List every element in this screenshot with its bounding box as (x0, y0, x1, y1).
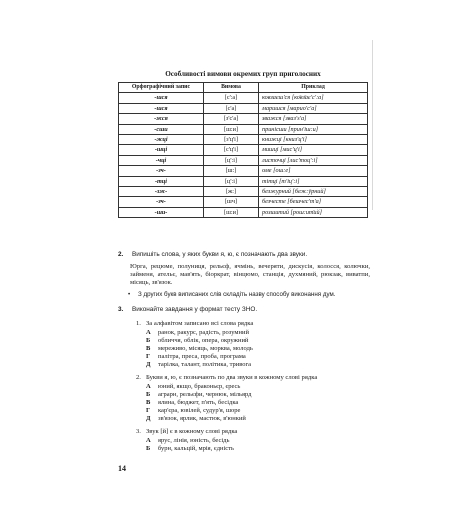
column-header: Орфографічний запис (119, 83, 204, 93)
example-cell: принісши [прин'іш:и] (259, 124, 368, 134)
table-row (119, 166, 368, 176)
option-text: палітра, преса, проба, програма (158, 353, 246, 360)
table-title: Особливості вимови окремих груп приголосних (165, 70, 321, 78)
pronunciation-cell: [з'с'а] (204, 114, 259, 124)
example-cell: зважся [зваз's'а] (259, 114, 368, 124)
question-2-options (146, 383, 371, 423)
question-text: Звук [й] є в кожному слові рядка (146, 428, 238, 435)
page-number: 14 (118, 464, 126, 473)
pronunciation-cell: [ш:и] (204, 207, 259, 217)
question-1 (136, 320, 376, 328)
option-text: ранок, ракурс, радість, розумний (158, 329, 249, 336)
pronunciation-cell: [ж:] (204, 186, 259, 196)
spelling-cell: -зч- (119, 197, 204, 207)
column-header: Вимова (204, 83, 259, 93)
pronunciation-cell: [с':а] (204, 93, 259, 103)
spelling-cell: -зж- (119, 186, 204, 196)
task-number: 2. (118, 251, 124, 258)
pronunciation-cell: [ш:и] (204, 124, 259, 134)
table-row (119, 93, 368, 103)
answer-option (146, 437, 371, 445)
question-number: 2. (136, 374, 141, 381)
pronunciation-cell: [ц':і] (204, 155, 259, 165)
question-text: За алфавітом записано всі слова рядка (146, 320, 254, 327)
question-3-options (146, 437, 371, 453)
answer-option (146, 345, 371, 353)
pronunciation-cell: [ш:] (204, 166, 259, 176)
pronunciation-cell: [з'ц'і] (204, 134, 259, 144)
option-letter: В (146, 399, 151, 406)
option-letter: А (146, 437, 151, 444)
option-text: бурн, кальцій, мрія, єдність (158, 445, 234, 452)
spelling-cell: -сши (119, 124, 204, 134)
table-row (119, 207, 368, 217)
example-cell: ковзаєш'ся [ко̄вз̄ає'с':а] (259, 93, 368, 103)
answer-option (146, 415, 371, 423)
answer-option (146, 391, 371, 399)
option-letter: Г (146, 353, 151, 360)
spelling-cell: -шці (119, 145, 204, 155)
spelling-cell: -шся (119, 93, 204, 103)
task-text: Виконайте завдання у формат тесту ЗНО. (132, 306, 258, 313)
pronunciation-cell: [ц':і] (204, 176, 259, 186)
option-text: ялина, бюджет, п'ять, бесідка (158, 399, 239, 406)
answer-option (146, 407, 371, 415)
spelling-cell: -жці (119, 134, 204, 144)
pronunciation-cell: [шч] (204, 197, 259, 207)
table-row (119, 124, 368, 134)
spelling-cell: -зч- (119, 166, 204, 176)
answer-option (146, 361, 371, 369)
option-text: мереживо, місяць, морква, молодь (158, 345, 253, 352)
option-letter: Б (146, 391, 151, 398)
question-1-options (146, 329, 371, 369)
answer-option (146, 383, 371, 391)
example-cell: книжці [книз'ц'і] (259, 134, 368, 144)
option-text: тарілка, талант, політика, тривога (158, 361, 252, 368)
spelling-cell: -тці (119, 176, 204, 186)
bullet-icon: • (128, 291, 131, 298)
option-letter: А (146, 329, 151, 336)
option-letter: Г (146, 407, 151, 414)
example-cell: листочці [лис'тоц':і] (259, 155, 368, 165)
table-row (119, 197, 368, 207)
answer-option (146, 399, 371, 407)
option-text: обличчя, облік, опера, окружний (158, 337, 249, 344)
spelling-cell: -шся (119, 103, 204, 113)
question-text: Букви я, ю, є позначають по два звуки в кожному слові рядка (146, 374, 318, 381)
task-text: Випишіть слова, у яких букви я, ю, є позначають два звуки. (132, 251, 308, 258)
task-number: 3. (118, 306, 124, 313)
binding-edge (372, 40, 373, 210)
option-text: ярус, лінія, юність, бесідь (158, 437, 230, 444)
option-text: юний, якщо, браконьєр, єресь (158, 383, 241, 390)
question-number: 3. (136, 428, 141, 435)
question-number: 1. (136, 320, 141, 327)
example-cell: оме [ош:е] (259, 166, 368, 176)
option-letter: А (146, 383, 151, 390)
table-row (119, 114, 368, 124)
option-text: кар'єра, ювілей, судур'я, шоре (158, 407, 241, 414)
column-header: Приклад (259, 83, 368, 93)
option-letter: Д (146, 361, 151, 368)
table-row (119, 176, 368, 186)
option-text: аграрн, рельєфи, чернюк, мільярд (158, 391, 252, 398)
answer-option (146, 337, 371, 345)
answer-option (146, 353, 371, 361)
pronunciation-cell: [с'а] (204, 103, 259, 113)
table-header-row (119, 83, 368, 93)
example-cell: безжурний [беж:ӯрний] (259, 186, 368, 196)
answer-option (146, 329, 371, 337)
table-row (119, 155, 368, 165)
consonant-pronunciation-table (118, 82, 368, 218)
example-cell: мишці [мис'ц'і] (259, 145, 368, 155)
table-row (119, 145, 368, 155)
task-2-instruction (118, 251, 368, 259)
table-row (119, 186, 368, 196)
example-cell: розшитий [рош:ит̄ий] (259, 207, 368, 217)
table-row (119, 134, 368, 144)
spelling-cell: -жся (119, 114, 204, 124)
example-cell: маришся [марио'с'а] (259, 103, 368, 113)
pronunciation-cell: [с'ц'і] (204, 145, 259, 155)
example-cell: тітці [т'іц':і] (259, 176, 368, 186)
task-2-note (128, 291, 373, 299)
note-text: З других букв виписаних слів складіть назву способу виконання дум. (138, 291, 336, 298)
spelling-cell: -чці (119, 155, 204, 165)
option-letter: Б (146, 445, 151, 452)
spelling-cell: -ши- (119, 207, 204, 217)
option-letter: Б (146, 337, 151, 344)
question-3 (136, 428, 376, 436)
option-letter: В (146, 345, 151, 352)
word-list: Юрга, рецюме, полуниця, рельєф, ячмінь, вечеряти, дискусія, колосся, колючки, займеня, ательє, мав'ять, біоркрат, вінцюмо, станція, духмяний, рюкзак, виватпи, місяць, зв'язок. (130, 263, 370, 287)
example-cell: безчесте [бешчес'т'а] (259, 197, 368, 207)
table-row (119, 103, 368, 113)
option-text: зв'язок, ярлик, мастюк, в'юнкий (158, 415, 246, 422)
answer-option (146, 445, 371, 453)
task-3-instruction (118, 306, 368, 314)
option-letter: Д (146, 415, 151, 422)
question-2 (136, 374, 376, 382)
